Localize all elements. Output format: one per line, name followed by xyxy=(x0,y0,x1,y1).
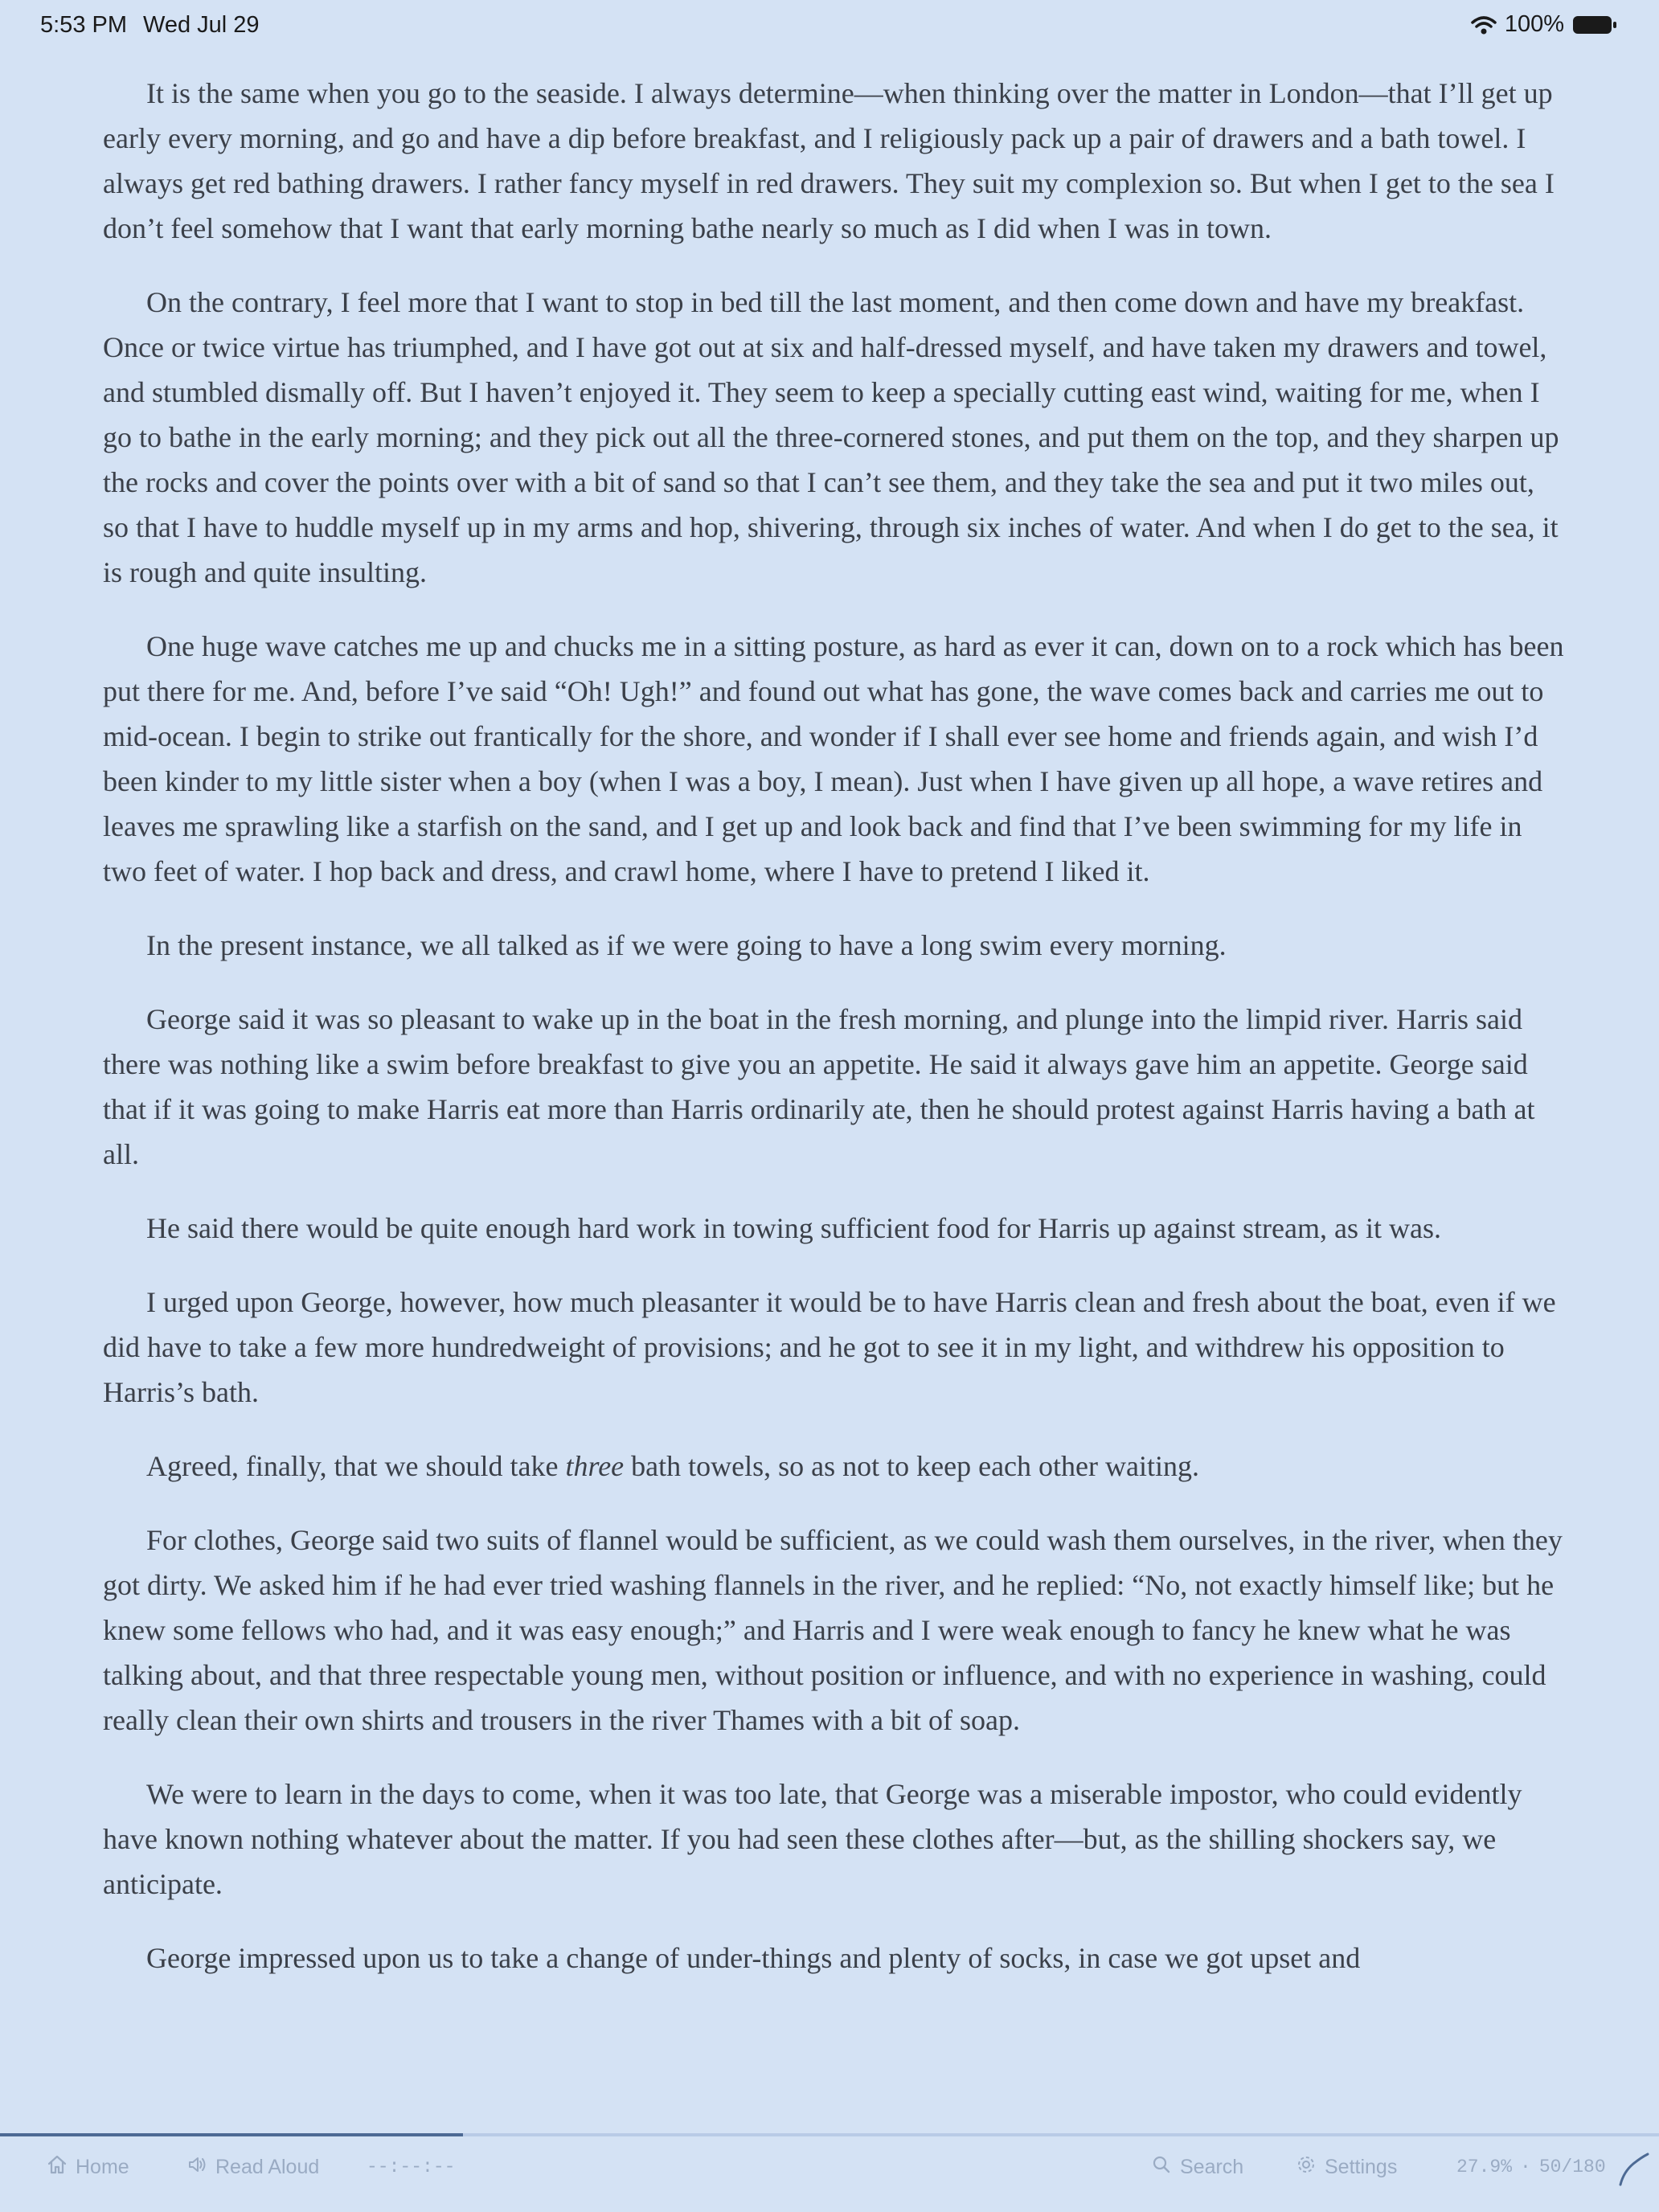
search-icon xyxy=(1151,2154,1172,2181)
paragraph-text: bath towels, so as not to keep each other waiting. xyxy=(624,1450,1199,1482)
paragraph: It is the same when you go to the seaside. I always determine—when thinking over the matter in London—that I’ll get up early every morning, and go and have a dip before breakfast, and I religiously pack up a pair of drawers and a bath towel. I always get red bathing drawers. I rather fancy myself in red drawers. They suit my complexion so. But when I get to the sea I don’t feel somehow that I want that early morning bathe nearly so much as I did when I was in town. xyxy=(103,77,1555,244)
emphasis-text: three xyxy=(565,1450,625,1482)
home-button[interactable] xyxy=(47,2153,129,2181)
status-bar xyxy=(0,0,1659,51)
page-indicator xyxy=(1456,2153,1606,2181)
battery-full-icon xyxy=(1572,14,1617,35)
pencil-icon[interactable] xyxy=(1616,2151,1653,2188)
battery-percent: 100% xyxy=(1504,11,1564,37)
gear-icon xyxy=(1296,2154,1317,2181)
speaker-icon xyxy=(186,2154,207,2181)
progress-percent: 27.9% xyxy=(1456,2157,1513,2177)
home-label: Home xyxy=(76,2155,129,2178)
paragraph: I urged upon George, however, how much pleasanter it would be to have Harris clean and fresh about the boat, even if we did have to take a few more hundredweight of provisions; and he got to see it in my light, and withdrew his opposition to Harris’s bath. xyxy=(103,1286,1556,1408)
page-number: 50/180 xyxy=(1538,2157,1606,2177)
separator-dot: · xyxy=(1520,2157,1531,2177)
status-time: 5:53 PM xyxy=(40,12,127,38)
home-icon xyxy=(47,2154,68,2181)
paragraph: He said there would be quite enough hard work in towing sufficient food for Harris up against stream, as it was. xyxy=(146,1212,1441,1244)
wifi-icon xyxy=(1471,15,1497,35)
status-date: Wed Jul 29 xyxy=(143,12,260,38)
paragraph: We were to learn in the days to come, when it was too late, that George was a miserable impostor, who could evidently have known nothing whatever about the matter. If you had seen these clothes after—but, as the shilling shockers say, we anticipate. xyxy=(103,1778,1522,1900)
settings-label: Settings xyxy=(1325,2155,1398,2178)
paragraph-text: Agreed, finally, that we should take xyxy=(146,1450,566,1482)
time-remaining-value: --:--:-- xyxy=(367,2157,456,2177)
read-aloud-label: Read Aloud xyxy=(215,2155,320,2178)
status-indicators xyxy=(1471,11,1617,38)
paragraph: One huge wave catches me up and chucks me in a sitting posture, as hard as ever it can, down on to a rock which has been put there for me. And, before I’ve said “Oh! Ugh!” and found out what has gone, the wave comes back and carries me out to mid-ocean. I begin to strike out frantically for the shore, and wonder if I shall ever see home and friends again, and wish I’d been kinder to my little sister when a boy (when I was a boy, I mean). Just when I have given up all hope, a wave retires and leaves me sprawling like a starfish on the sand, and I get up and look back and find that I’ve been swimming for my life in two feet of water. I hop back and dress, and crawl home, where I have to pretend I liked it. xyxy=(103,630,1564,887)
settings-button[interactable] xyxy=(1296,2153,1397,2181)
paragraph: George said it was so pleasant to wake up in the boat in the fresh morning, and plunge into the limpid river. Harris said there was nothing like a swim before breakfast to give you an appetite. He said it always gave him an appetite. George said that if it was going to make Harris eat more than Harris ordinarily ate, then he should protest against Harris having a bath at all. xyxy=(103,1003,1535,1170)
paragraph: George impressed upon us to take a change of under-things and plenty of socks, in case we got upset and xyxy=(146,1942,1361,1974)
paragraph: On the contrary, I feel more that I want to stop in bed till the last moment, and then come down and have my breakfast. Once or twice virtue has triumphed, and I have got out at six and half-dressed myself, and have taken my drawers and towel, and stumbled dismally off. But I haven’t enjoyed it. They seem to keep a specially cutting east wind, waiting for me, when I go to bathe in the early morning; and they pick out all the three-cornered stones, and put them on the top, and they sharpen up the rocks and cover the points over with a bit of sand so that I can’t see them, and they take the sea and put it two miles out, so that I have to huddle myself up in my arms and hop, shivering, through six inches of water. And when I do get to the sea, it is rough and quite insulting. xyxy=(103,286,1559,588)
search-button[interactable] xyxy=(1151,2153,1243,2181)
time-remaining xyxy=(367,2153,455,2181)
read-aloud-button[interactable] xyxy=(186,2153,319,2181)
paragraph: In the present instance, we all talked as if we were going to have a long swim every morning. xyxy=(146,929,1227,961)
search-label: Search xyxy=(1180,2155,1244,2178)
bottom-toolbar xyxy=(0,2136,1659,2212)
paragraph: For clothes, George said two suits of flannel would be sufficient, as we could wash them ourselves, in the river, when they got dirty. We asked him if he had ever tried washing flannels in the river, and he replied: “No, not exactly himself like; but he knew some fellows who had, and it was easy enough;” and Harris and I were weak enough to fancy he knew what he was talking about, and that three respectable young men, without position or influence, and with no experience in washing, could really clean their own shirts and trousers in the river Thames with a bit of soap. xyxy=(103,1524,1563,1736)
paragraph-with-emphasis xyxy=(103,1444,1566,1489)
reading-area[interactable] xyxy=(103,71,1566,2122)
